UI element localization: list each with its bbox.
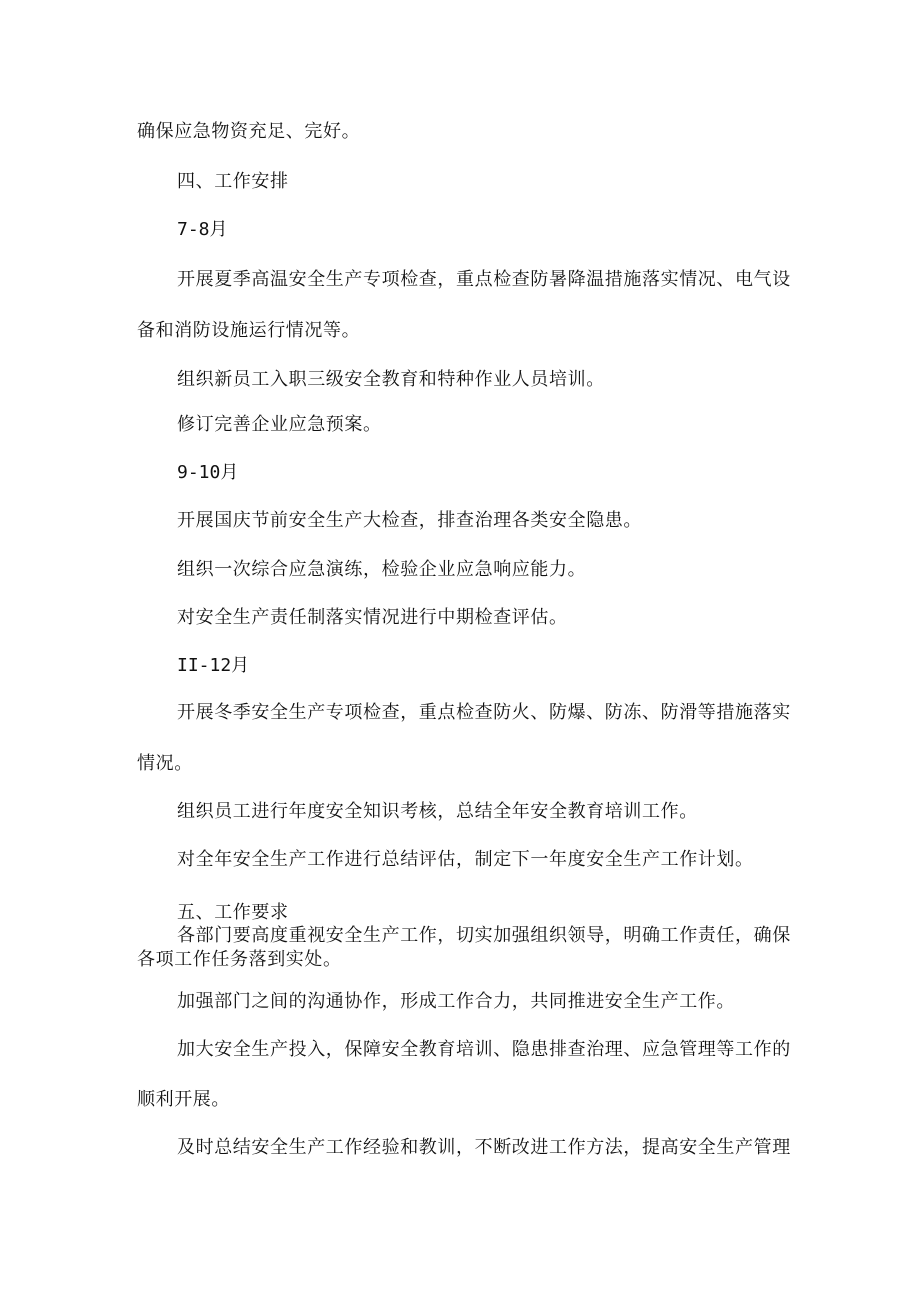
period-heading: 9-10月 [177, 462, 239, 483]
text-line: 组织新员工入职三级安全教育和特种作业人员培训。 [177, 369, 605, 390]
text-line: 开展夏季高温安全生产专项检查，重点检查防暑降温措施落实情况、电气设 [177, 269, 791, 290]
text-line: 加强部门之间的沟通协作，形成工作合力，共同推进安全生产工作。 [177, 991, 735, 1012]
text-line: 开展国庆节前安全生产大检查，排查治理各类安全隐患。 [177, 510, 642, 531]
period-heading: II-12月 [177, 655, 250, 676]
text-line: 加大安全生产投入，保障安全教育培训、隐患排查治理、应急管理等工作的 [177, 1039, 791, 1060]
text-line: 情况。 [137, 753, 193, 774]
text-line: 及时总结安全生产工作经验和教训，不断改进工作方法，提高安全生产管理 [177, 1137, 791, 1158]
text-line: 顺利开展。 [137, 1089, 230, 1110]
text-line: 对全年安全生产工作进行总结评估，制定下一年度安全生产工作计划。 [177, 849, 754, 870]
section-heading: 五、工作要求 [177, 902, 289, 923]
text-line: 各部门要高度重视安全生产工作，切实加强组织领导，明确工作责任，确保 [177, 925, 791, 946]
text-line: 组织一次综合应急演练，检验企业应急响应能力。 [177, 559, 587, 580]
text-line: 确保应急物资充足、完好。 [137, 121, 361, 142]
text-line: 开展冬季安全生产专项检查，重点检查防火、防爆、防冻、防滑等措施落实 [177, 702, 791, 723]
section-heading: 四、工作安排 [177, 171, 289, 192]
text-line: 组织员工进行年度安全知识考核，总结全年安全教育培训工作。 [177, 801, 698, 822]
text-line: 修订完善企业应急预案。 [177, 414, 382, 435]
text-line: 各项工作任务落到实处。 [137, 949, 342, 970]
text-line: 备和消防设施运行情况等。 [137, 320, 361, 341]
period-heading: 7-8月 [177, 219, 228, 240]
text-line: 对安全生产责任制落实情况进行中期检查评估。 [177, 607, 568, 628]
